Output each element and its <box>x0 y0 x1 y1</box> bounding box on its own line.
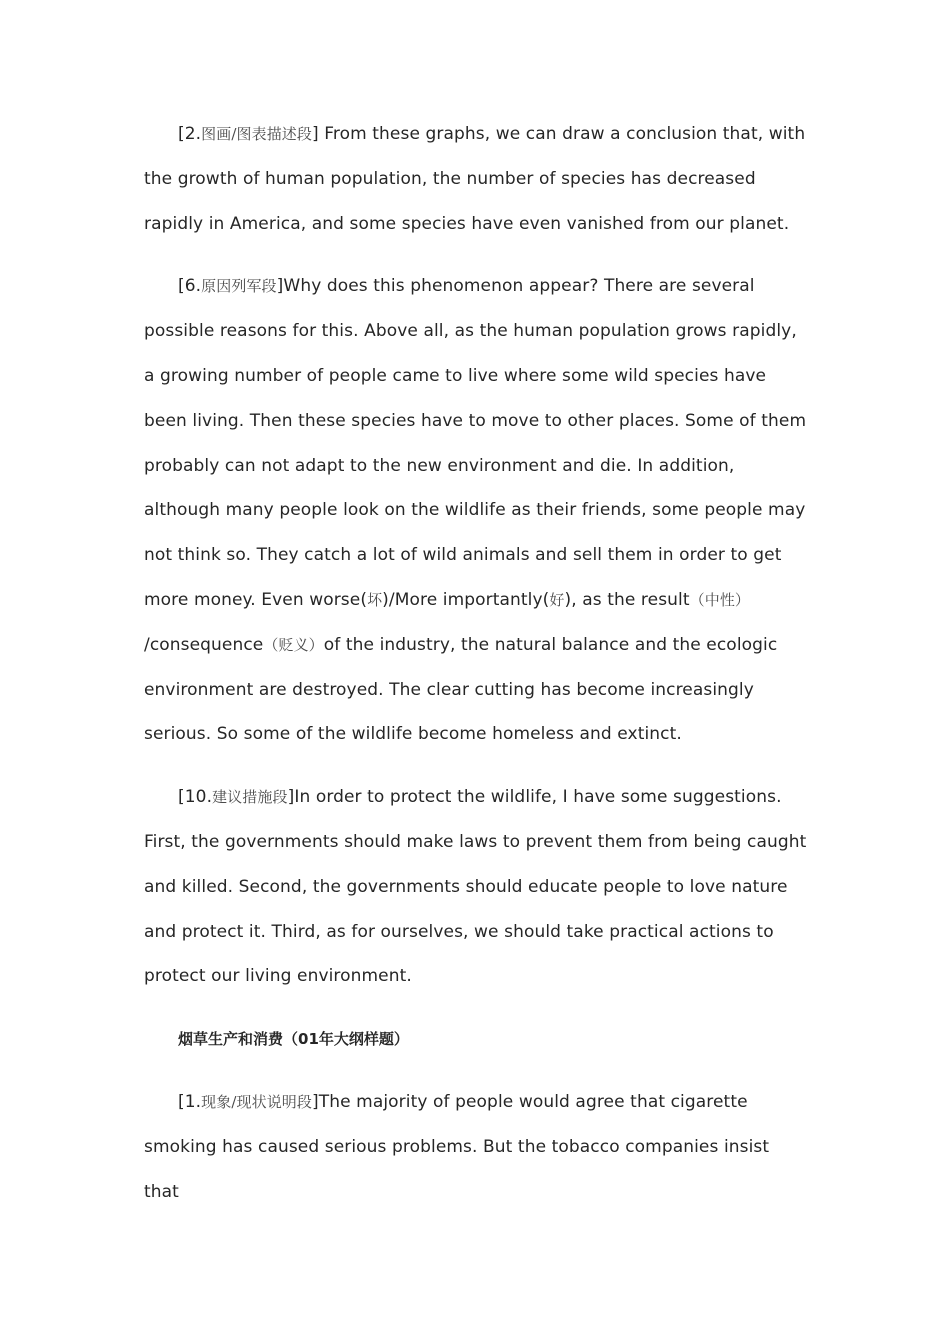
heading-number: 01 <box>298 1030 319 1049</box>
document-page <box>144 112 808 1232</box>
section-tag-close: ] <box>276 276 284 297</box>
section-tag-label: 现象/现状说明段 <box>201 1092 313 1111</box>
paragraph-text: ), as the result <box>564 589 690 610</box>
section-tag-open: [10. <box>178 787 213 808</box>
heading-cn-part-2: 年大纲样题） <box>318 1030 409 1049</box>
paragraph-text: )/More importantly( <box>382 589 550 610</box>
paragraph-graph-description <box>144 112 808 246</box>
paragraph-reasons <box>144 264 808 757</box>
annotation-neutral: （中性） <box>689 590 751 609</box>
section-tag-label: 原因列军段 <box>201 277 277 296</box>
paragraph-text: In order to protect the wildlife, I have some suggestions. First, the governments should make laws to prevent them from being caught and killed. Second, the governments should educate people to love nature and protect it. Third, as for ourselves, we should take practical actions to protect our living environment. <box>144 787 807 987</box>
section-heading <box>144 1017 808 1062</box>
paragraph-text: of the industry, the natural balance and the ecologic environment are destroyed. The clear cutting has become increasingly serious. So some of the wildlife become homeless and extinct. <box>144 634 778 745</box>
annotation-bad: 坏 <box>367 590 383 609</box>
annotation-derogatory: （贬义） <box>263 635 324 654</box>
paragraph-text: From these graphs, we can draw a conclusion that, with the growth of human population, the number of species has decreased rapidly in America, and some species have even vanished from our planet. <box>144 124 806 234</box>
paragraph-text: /consequence <box>144 634 264 655</box>
paragraph-phenomenon <box>144 1080 808 1214</box>
paragraph-text: Why does this phenomenon appear? There are several possible reasons for this. Above all, as the human population grows rapidly, a growing number of people came to live where some wild species have been living. Then these species have to move to other places. Some of them probably can not adapt to the new environment and die. In addition, although many people look on the wildlife as their friends, some people may not think so. They catch a lot of wild animals and sell them in order to get more money. Even worse( <box>144 276 807 610</box>
section-tag-close: ] <box>312 124 325 144</box>
section-tag-close: ] <box>287 787 295 808</box>
section-tag-label: 图画/图表描述段 <box>201 125 313 143</box>
section-tag-open: [6. <box>178 276 202 297</box>
section-tag-label: 建议措施段 <box>212 788 288 807</box>
heading-cn-part-1: 烟草生产和消费（ <box>178 1030 299 1049</box>
paragraph-text: The majority of people would agree that cigarette smoking has caused serious problems. But the tobacco companies insist that <box>144 1091 770 1202</box>
paragraph-suggestions <box>144 775 808 999</box>
section-tag-open: [2. <box>178 124 202 144</box>
section-tag-close: ] <box>312 1091 319 1112</box>
section-tag-open: [1. <box>178 1091 202 1112</box>
annotation-good: 好 <box>549 590 565 609</box>
